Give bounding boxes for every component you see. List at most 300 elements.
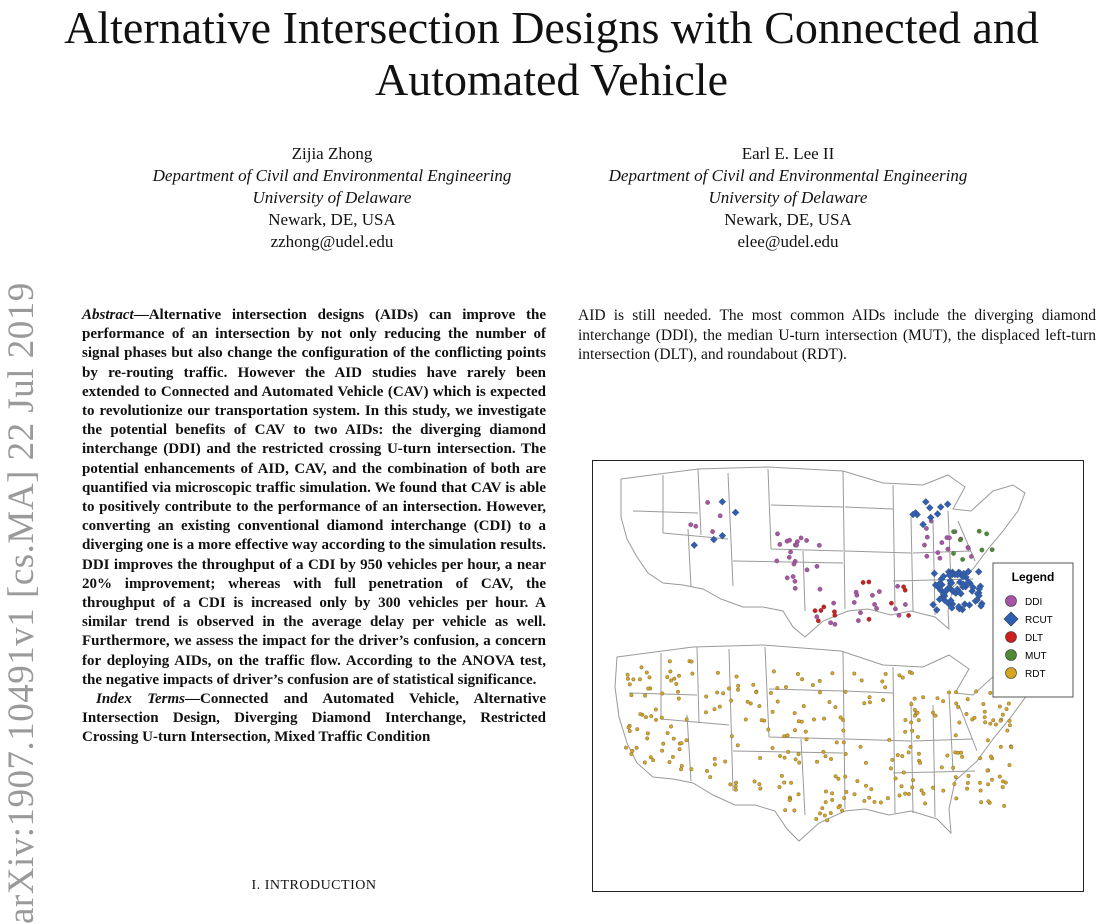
map-point-dlt <box>816 619 820 623</box>
map-point-ddi <box>828 620 832 624</box>
map-point-rdt <box>998 775 1002 779</box>
map-point-rdt <box>1008 723 1012 727</box>
map-point-rdt <box>845 790 849 794</box>
map-point-rdt <box>987 800 991 804</box>
map-point-ddi <box>897 613 901 617</box>
map-point-rdt <box>842 741 846 745</box>
author-location: Newark, DE, USA <box>724 210 852 229</box>
map-point-rdt <box>988 691 992 695</box>
map-point-rdt <box>760 718 764 722</box>
figure-aid-maps <box>592 460 1084 892</box>
map-point-rdt <box>884 672 888 676</box>
index-terms-text: —Connected and Automated Vehicle, Alternative Intersection Design, Diverging Diamond Interchange, Restricted Crossing U-turn Intersection, Mixed Traffic Condition <box>82 691 546 746</box>
map-point-rdt <box>913 714 917 718</box>
author-university: University of Delaware <box>252 188 412 207</box>
map-point-rcut <box>934 510 941 517</box>
map-point-rdt <box>979 789 983 793</box>
map-point-rdt <box>913 708 917 712</box>
map-point-rdt <box>812 718 816 722</box>
map-point-ddi <box>689 523 693 527</box>
author-department: Department of Civil and Environmental Engineering <box>152 166 512 185</box>
map-point-rdt <box>1001 785 1005 789</box>
map-point-rdt <box>824 754 828 758</box>
map-point-rdt <box>754 690 758 694</box>
author-block-1 <box>112 143 552 253</box>
map-point-rdt <box>825 819 829 823</box>
map-point-rdt <box>941 699 945 703</box>
map-point-ddi <box>775 559 779 563</box>
map-point-rdt <box>978 781 982 785</box>
map-point-rdt <box>661 742 665 746</box>
map-point-rdt <box>735 675 739 679</box>
map-point-ddi <box>792 562 796 566</box>
map-point-ddi <box>855 593 859 597</box>
map-point-rdt <box>668 660 672 664</box>
map-point-rdt <box>804 730 808 734</box>
map-point-rdt <box>983 721 987 725</box>
map-point-rdt <box>805 738 809 742</box>
map-point-rdt <box>674 682 678 686</box>
map-point-rdt <box>824 790 828 794</box>
map-point-rdt <box>794 758 798 762</box>
map-point-rdt <box>954 775 958 779</box>
map-point-rdt <box>814 817 818 821</box>
map-point-rdt <box>1005 707 1009 711</box>
legend-label-rcut: RCUT <box>1025 615 1053 626</box>
map-point-rdt <box>902 771 906 775</box>
map-point-rdt <box>823 814 827 818</box>
map-point-rdt <box>830 792 834 796</box>
map-point-rdt <box>966 781 970 785</box>
map-point-rdt <box>822 717 826 721</box>
map-point-rdt <box>672 737 676 741</box>
arxiv-stamp[interactable]: arXiv:1907.10491v1 [cs.MA] 22 Jul 2019 <box>1 282 42 924</box>
map-point-rdt <box>916 735 920 739</box>
map-point-rdt <box>953 782 957 786</box>
map-point-rdt <box>934 714 938 718</box>
map-point-rcut <box>966 602 973 609</box>
map-point-rdt <box>863 799 867 803</box>
map-point-rdt <box>860 679 864 683</box>
map-point-rdt <box>771 746 775 750</box>
map-point-rdt <box>844 752 848 756</box>
map-point-rdt <box>635 727 639 731</box>
map-point-rdt <box>802 704 806 708</box>
map-point-rdt <box>922 792 926 796</box>
map-point-rdt <box>721 692 725 696</box>
section-heading: I. INTRODUCTION <box>251 878 377 893</box>
map-point-rdt <box>680 764 684 768</box>
map-point-rdt <box>986 769 990 773</box>
map-point-rdt <box>690 767 694 771</box>
map-point-rcut <box>975 568 982 575</box>
map-point-ddi <box>856 618 860 622</box>
map-point-mut <box>958 538 962 542</box>
map-point-rdt <box>645 737 649 741</box>
map-point-rdt <box>843 775 847 779</box>
map-point-ddi <box>938 556 942 560</box>
map-point-ddi <box>793 579 797 583</box>
map-point-rdt <box>736 688 740 692</box>
map-point-rdt <box>796 672 800 676</box>
map-point-rdt <box>891 758 895 762</box>
map-point-rdt <box>940 766 944 770</box>
map-point-rdt <box>744 718 748 722</box>
abstract-lead: Abstract <box>82 307 134 323</box>
map-point-rdt <box>999 745 1003 749</box>
map-point-rdt <box>783 756 787 760</box>
map-point-rdt <box>772 670 776 674</box>
map-point-rdt <box>910 671 914 675</box>
map-point-rdt <box>965 712 969 716</box>
map-point-rdt <box>691 672 695 676</box>
map-point-rdt <box>853 672 857 676</box>
map-point-rdt <box>974 690 978 694</box>
map-point-rdt <box>842 796 846 800</box>
map-point-rdt <box>864 784 868 788</box>
author-university: University of Delaware <box>708 188 868 207</box>
map-point-ddi <box>858 611 862 615</box>
map-point-rdt <box>966 697 970 701</box>
map-point-rdt <box>1002 804 1006 808</box>
map-point-rdt <box>759 787 763 791</box>
map-point-rdt <box>635 746 639 750</box>
map-point-rdt <box>679 767 683 771</box>
map-point-rdt <box>672 677 676 681</box>
map-point-ddi <box>872 602 876 606</box>
map-point-rdt <box>834 705 838 709</box>
map-point-ddi <box>893 607 897 611</box>
map-point-rcut <box>944 501 951 508</box>
map-point-rdt <box>669 679 673 683</box>
map-point-rdt <box>685 718 689 722</box>
map-point-rdt <box>917 718 921 722</box>
map-point-rdt <box>627 726 631 730</box>
map-point-rdt <box>918 761 922 765</box>
map-point-rdt <box>734 788 738 792</box>
map-point-rdt <box>705 769 709 773</box>
map-point-rdt <box>628 729 632 733</box>
map-point-rdt <box>685 739 689 743</box>
map-point-rdt <box>887 738 891 742</box>
map-point-rdt <box>818 679 822 683</box>
map-point-rdt <box>644 715 648 719</box>
map-point-rdt <box>931 786 935 790</box>
map-point-rdt <box>920 789 924 793</box>
map-point-ddi <box>947 536 951 540</box>
map-point-rdt <box>789 781 793 785</box>
legend-label-dlt: DLT <box>1025 633 1044 644</box>
map-point-rdt <box>1006 729 1010 733</box>
map-point-rdt <box>778 754 782 758</box>
map-point-rdt <box>631 749 635 753</box>
index-terms <box>82 690 546 748</box>
index-terms-lead: Index Terms <box>96 691 185 708</box>
map-point-ddi <box>870 593 874 597</box>
map-point-rcut <box>937 504 944 511</box>
legend-marker-mut <box>1006 650 1017 661</box>
map-point-ddi <box>817 543 821 547</box>
map-point-rdt <box>624 746 628 750</box>
map-point-rdt <box>829 757 833 761</box>
map-point-rdt <box>704 710 708 714</box>
map-point-rdt <box>793 711 797 715</box>
right-column <box>578 306 1096 365</box>
map-point-rdt <box>713 757 717 761</box>
map-point-rdt <box>839 716 843 720</box>
map-point-rdt <box>856 779 860 783</box>
map-point-rdt <box>820 806 824 810</box>
map-point-rdt <box>868 700 872 704</box>
map-point-rdt <box>894 777 898 781</box>
map-point-rdt <box>669 725 673 729</box>
map-point-rdt <box>978 756 982 760</box>
map-point-rdt <box>643 694 647 698</box>
map-point-rdt <box>842 729 846 733</box>
map-point-rdt <box>864 761 868 765</box>
author-block-2 <box>568 143 1008 253</box>
map-point-ddi <box>799 536 803 540</box>
map-point-dlt <box>889 601 893 605</box>
map-point-ddi <box>787 538 791 542</box>
map-point-rdt <box>955 797 959 801</box>
map-point-ddi <box>895 584 899 588</box>
map-point-rdt <box>654 708 658 712</box>
map-point-rdt <box>645 671 649 675</box>
map-point-ddi <box>925 535 929 539</box>
map-point-rdt <box>648 676 652 680</box>
map-point-rdt <box>786 734 790 738</box>
map-point-dlt <box>906 613 910 617</box>
map-point-mut <box>960 557 964 561</box>
map-point-rdt <box>983 710 987 714</box>
map-point-rdt <box>729 699 733 703</box>
map-point-rdt <box>758 756 762 760</box>
map-point-rdt <box>911 778 915 782</box>
map-point-mut <box>984 532 988 536</box>
map-point-rdt <box>730 734 734 738</box>
map-point-rdt <box>632 678 636 682</box>
map-point-rdt <box>881 698 885 702</box>
map-point-rdt <box>886 796 890 800</box>
map-point-ddi <box>818 587 822 591</box>
map-point-rdt <box>713 707 717 711</box>
map-point-rdt <box>896 753 900 757</box>
map-point-rdt <box>649 755 653 759</box>
legend-label-mut: MUT <box>1025 651 1047 662</box>
map-point-rdt <box>626 673 630 677</box>
map-point-rdt <box>715 691 719 695</box>
map-point-rdt <box>1008 719 1012 723</box>
map-point-rdt <box>815 760 819 764</box>
map-point-rdt <box>1007 702 1011 706</box>
map-point-rdt <box>991 718 995 722</box>
legend-marker-rdt <box>1006 668 1017 679</box>
map-point-rdt <box>989 722 993 726</box>
map-point-rdt <box>999 719 1003 723</box>
rdt-locations-bottom <box>624 659 1013 822</box>
author-location: Newark, DE, USA <box>268 210 396 229</box>
map-point-ddi <box>793 586 797 590</box>
map-point-rdt <box>708 775 712 779</box>
map-point-rdt <box>626 677 630 681</box>
map-point-rdt <box>951 766 955 770</box>
map-point-rdt <box>660 716 664 720</box>
map-point-ddi <box>718 514 722 518</box>
map-point-rdt <box>800 720 804 724</box>
author-email[interactable]: zzhong@udel.edu <box>270 232 394 251</box>
map-point-rdt <box>917 752 921 756</box>
map-point-rdt <box>956 705 960 709</box>
map-point-rdt <box>646 732 650 736</box>
map-point-ddi <box>794 543 798 547</box>
map-point-rdt <box>668 760 672 764</box>
map-point-rdt <box>998 705 1002 709</box>
legend <box>993 563 1073 697</box>
map-point-rdt <box>758 782 762 786</box>
map-point-ddi <box>874 606 878 610</box>
map-point-rdt <box>723 760 727 764</box>
map-point-rdt <box>910 786 914 790</box>
map-point-rdt <box>863 701 867 705</box>
map-point-dlt <box>901 585 905 589</box>
intro-paragraph: AID is still needed. The most common AIDs include the diverging diamond interchange (DDI), the median U-turn intersection (MUT), the displaced left-turn intersection (DLT), and roundabout (RDT). <box>578 307 1096 363</box>
map-point-rdt <box>979 800 983 804</box>
map-point-rdt <box>797 792 801 796</box>
map-point-rdt <box>661 692 665 696</box>
map-point-rdt <box>965 787 969 791</box>
map-point-rcut <box>930 601 937 608</box>
map-point-dlt <box>867 580 871 584</box>
map-point-rdt <box>728 783 732 787</box>
map-point-mut <box>990 547 994 551</box>
map-point-rdt <box>643 761 647 765</box>
map-point-rdt <box>853 792 857 796</box>
map-point-rdt <box>986 782 990 786</box>
paper-title: Alternative Intersection Designs with Connected and Automated Vehicle <box>64 2 1039 105</box>
abstract-text: —Alternative intersection designs (AIDs) can improve the performance of an intersection by not only reducing the number of signal phases but also change the configuration of the conflicting points by re-routing traffic. However the AID studies have rarely been extended to Connected and Automated Vehicle (CAV) which is expected to revolutionize our transportation system. In this study, we investigate the potential benefits of CAV to two AIDs: the diverging diamond interchange (DDI) and the restricted crossing U-turn intersection. The potential enhancements of AID, CAV, and the combination of both are quantified via microscopic traffic simulation. We found that CAV is able to positively contribute to the performance of an intersection. However, converting an existing conventional diamond interchange (CDI) to a diverging one is a more effective way according to the simulation results. DDI improves the throughput of a CDI by 950 vehicles per hour, a near 20% improvement; whereas with full penetration of CAV, the throughput of a CDI is increased only by 300 vehicles per hour. A similar trend is observed in the average delay per vehicle as well. Furthermore, we assess the impact for the driver’s confusion, a concern for deploying AIDs, on the traffic flow. According to the ANOVA test, the negative impacts of driver’s confusion are of statistical significance. <box>82 307 546 688</box>
map-point-rcut <box>931 570 938 577</box>
map-point-ddi <box>946 547 950 551</box>
map-point-rdt <box>646 687 650 691</box>
map-point-dlt <box>833 613 837 617</box>
map-point-rdt <box>868 695 872 699</box>
author-name: Earl E. Lee II <box>741 144 835 163</box>
map-point-rdt <box>990 778 994 782</box>
map-point-rdt <box>994 723 998 727</box>
map-point-rdt <box>910 729 914 733</box>
map-point-rdt <box>879 801 883 805</box>
map-point-rdt <box>811 683 815 687</box>
map-point-rdt <box>954 690 958 694</box>
map-point-rdt <box>828 700 832 704</box>
map-point-rcut <box>933 606 940 613</box>
map-point-rdt <box>900 784 904 788</box>
map-point-ddi <box>787 555 791 559</box>
map-point-ddi <box>705 500 709 504</box>
map-point-rdt <box>967 774 971 778</box>
map-point-rdt <box>954 734 958 738</box>
map-point-rdt <box>776 700 780 704</box>
map-point-rdt <box>1004 781 1008 785</box>
map-point-ddi <box>815 564 819 568</box>
map-point-rdt <box>771 710 775 714</box>
map-point-rdt <box>898 674 902 678</box>
map-point-rdt <box>907 792 911 796</box>
map-point-rdt <box>824 800 828 804</box>
map-point-rdt <box>831 671 835 675</box>
map-point-rdt <box>654 718 658 722</box>
map-point-ddi <box>694 524 698 528</box>
map-point-ddi <box>877 589 881 593</box>
map-point-mut <box>951 530 955 534</box>
map-point-rdt <box>713 763 717 767</box>
map-point-rdt <box>638 677 642 681</box>
map-point-rdt <box>758 704 762 708</box>
map-point-ddi <box>833 622 837 626</box>
map-point-rdt <box>628 683 632 687</box>
map-point-ddi <box>804 538 808 542</box>
map-point-rdt <box>716 671 720 675</box>
map-point-rdt <box>947 691 951 695</box>
map-point-rdt <box>797 752 801 756</box>
map-point-rdt <box>676 690 680 694</box>
map-point-rcut <box>926 504 933 511</box>
map-point-rdt <box>793 809 797 813</box>
map-point-rdt <box>901 676 905 680</box>
map-point-rdt <box>982 702 986 706</box>
map-point-rdt <box>956 751 960 755</box>
map-point-ddi <box>922 543 926 547</box>
map-point-rdt <box>666 731 670 735</box>
map-point-rdt <box>793 728 797 732</box>
map-point-rdt <box>931 711 935 715</box>
map-point-rdt <box>704 695 708 699</box>
map-point-mut <box>951 551 955 555</box>
map-point-rdt <box>800 677 804 681</box>
map-point-rdt <box>677 674 681 678</box>
map-point-rdt <box>909 721 913 725</box>
map-point-rdt <box>797 761 801 765</box>
map-point-rcut <box>719 498 726 505</box>
map-point-ddi <box>966 546 970 550</box>
map-point-rdt <box>898 794 902 798</box>
map-point-rdt <box>837 777 841 781</box>
map-point-rdt <box>960 755 964 759</box>
map-point-rdt <box>718 705 722 709</box>
map-point-ddi <box>805 568 809 572</box>
map-point-rdt <box>734 784 738 788</box>
map-point-rdt <box>880 680 884 684</box>
legend-label-ddi: DDI <box>1025 597 1043 608</box>
legend-label-rdt: RDT <box>1025 669 1046 680</box>
map-point-rdt <box>916 711 920 715</box>
map-point-rdt <box>835 741 839 745</box>
map-point-ddi <box>710 529 714 533</box>
map-point-rdt <box>883 685 887 689</box>
map-point-rdt <box>769 691 773 695</box>
map-point-rdt <box>870 787 874 791</box>
abstract <box>82 306 546 690</box>
author-email[interactable]: elee@udel.edu <box>737 232 839 251</box>
map-point-rdt <box>837 806 841 810</box>
map-point-ddi <box>785 576 789 580</box>
map-point-ddi <box>940 540 944 544</box>
map-point-rdt <box>958 721 962 725</box>
map-point-rdt <box>630 693 634 697</box>
map-point-ddi <box>852 600 856 604</box>
map-point-dlt <box>819 608 823 612</box>
